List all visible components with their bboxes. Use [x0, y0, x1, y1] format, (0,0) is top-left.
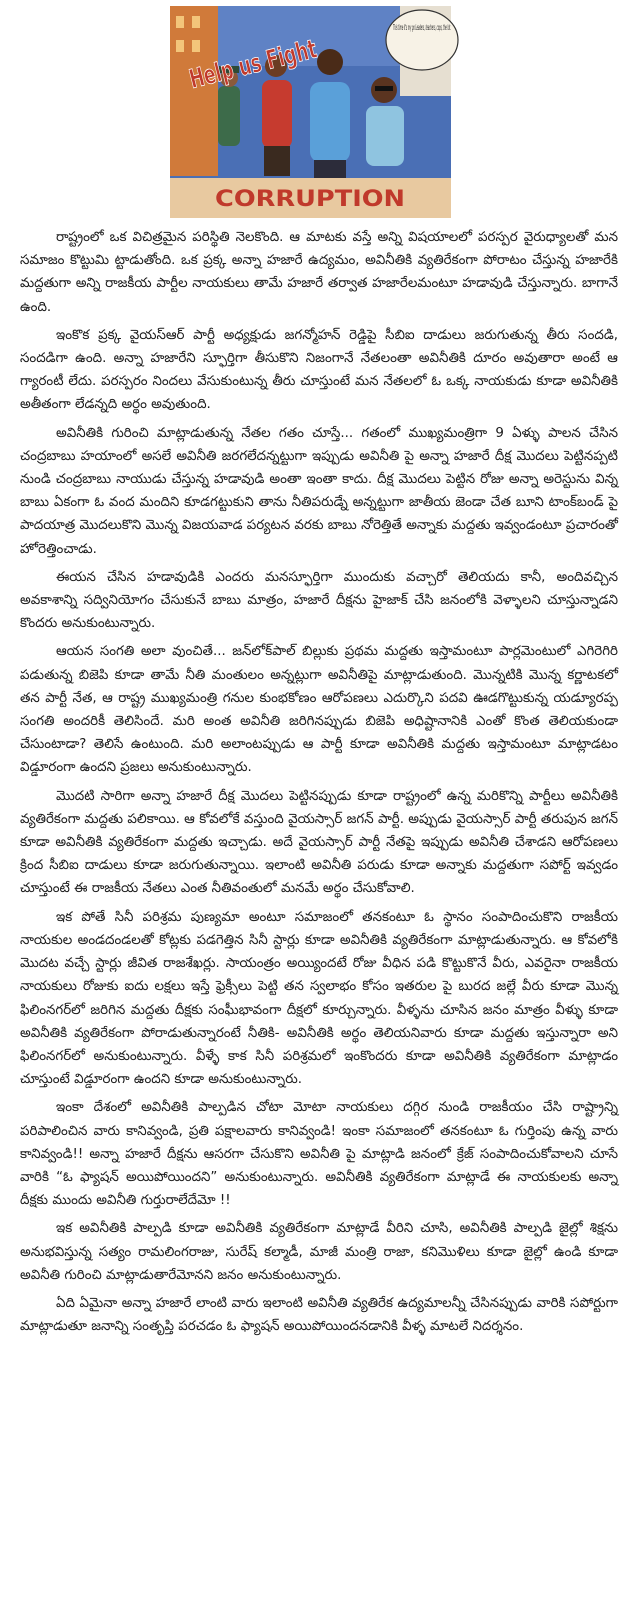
poster-headline-bottom: CORRUPTION: [215, 187, 405, 212]
article-paragraph: రాష్ట్రంలో ఒక విచిత్రమైన పరిస్థితి నెలకొంది. ఆ మాటకు వస్తే అన్ని విషయాలలో పరస్పర వైరుధ్యాలతో మన సమాజం కొట్టుమి ట్టాడుతోంది. ఒక ప్రక్క అన్నా హజారే ఉద్యమం, అవినీతికి వ్యతిరేకంగా పోరాటం చేస్తున్న హజారేకి మద్దతుగా అన్ని రాజకీయ పార్టీల నాయకులు తామే హజారే తర్వాత హజారేలమంటూ హడావుడి చేస్తున్నారు. బాగానే ఉంది.: [20, 230, 618, 315]
article-paragraph: అవినీతికి గురించి మాట్లాడుతున్న నేతల గతం చూస్తే... గతంలో ముఖ్యమంత్రిగా 9 ఏళ్ళు పాలన చేసిన చంద్రబాబు హయాంలో అసలే అవినీతి జరగలేదన్నట్టుగా ఇప్పుడు అవినీతి పై అన్నా హజారే దీక్ష మొదలు పెట్టినప్పటి నుండి చంద్రబాబు నాయుడు చేస్తున్న హడావుడి అంతా ఇంతా కాదు. దీక్ష మొదలు పెట్టిన రోజు అన్నా అరెస్టును విన్న బాబు ఏకంగా ఓ వంద మందిని కూడగట్టుకుని తాను నీతిపరుడ్నే అన్నట్టుగా జాతీయ జెండా చేత బూని టాంక్‌బండ్ పై పాదయాత్ర మొదలుకొని మొన్న విజయవాడ పర్యటన వరకు బాబు నోరెత్తితే అన్నాకు మద్దతు ఇవ్వండంటూ ప్రచారంతో హోరెత్తించాడు.: [20, 425, 618, 557]
figure-blue-shirt: [310, 82, 350, 162]
article-paragraph: ఇక పోతే సినీ పరిశ్రమ పుణ్యమా అంటూ సమాజంలో తనకంటూ ఓ స్థానం సంపాదించుకొని రాజకీయ నాయకుల అండదండలతో కోట్లకు పడగెత్తిన సినీ స్టార్లు కూడా అవినీతికి వ్యతిరేకంగా మాట్లాడుతున్నారు. ఆ కోవలోకి మొదట వచ్చే స్టార్లు జీవిత రాజశేఖర్లు. సాయంత్రం అయ్యిందటే రోజు వీధిన పడి కొట్టుకొనే వీరు, ఎవరైనా రాజకీయ నాయకులు రోజుకు ఐదు లక్షలు ఇస్తే ఫ్రెక్సీలు పెట్టి తన స్వలాభం కోసం ఇతరుల పై బురద జల్లే వీరు కూడా మొన్న ఫిలింనగర్‌లో జరిగిన మద్దతు దీక్షకు సంఘీభావంగా దీక్షలో కూర్చున్నారు. వీళ్ళను చూసిన జనం మాత్రం వీళ్ళు కూడా అవినీతికి వ్యతిరేకంగా పోరాడుతున్నారంటే నీతికి- అవినీతికి అర్థం తెలియనివారు కూడా మద్దతు ఇస్తున్నారా అని ఫిలింనగర్‌లో అనుకుంటున్నారు. వీళ్ళే కాక సినీ పరిశ్రమలో ఇంకొందరు కూడా అవినీతికి వ్యతిరేకంగా మాట్లాడం చూస్తుంటే విడ్డూరంగా ఉందని కూడా అనుకుంటున్నారు.: [20, 909, 618, 1088]
article-paragraph: ఏది ఏమైనా అన్నా హజారే లాంటి వారు ఇలాంటి అవినీతి వ్యతిరేక ఉద్యమాలన్నీ చేసినప్పుడు వారికి సపోర్టుగా మాట్లాడుతూ జనాన్ని సంతృప్తి పరచడం ఓ ఫ్యాషన్ అయిపోయిందనడానికి వీళ్ళ మాటలే నిదర్శనం.: [20, 1295, 618, 1335]
article-paragraph: ఇంకా దేశంలో అవినీతికి పాల్పడిన చోటా మోటా నాయకులు దగ్గిర నుండి రాజకీయం చేసి రాష్ట్రాన్ని పరిపాలించిన వారు కానివ్వండి, ప్రతి పక్షాలవారు కానివ్వండి! ఇంకా సమాజంలో తనకంటూ ఓ గుర్తింపు ఉన్న వారు కానివ్వండి!! అన్నా హజారే దీక్షను ఆసరగా చేసుకొని అవినీతి పై మాట్లాడి జనంలో క్రేజ్ సంపాదించుకోవాలని చూసే వారికి “ఓ ఫ్యాషన్ అయిపోయిందని” అనుకుంటున్నారు. అవినీతికి వ్యతిరేకంగా మాట్లాడే ఈ నాయకులకు అన్నా దీక్షకు ముందు అవినీతి గుర్తురాలేదేమో !!: [20, 1100, 618, 1209]
article-paragraph: ఇక అవినీతికి పాల్పడి కూడా అవినీతికి వ్యతిరేకంగా మాట్లాడే వీరిని చూసి, అవినీతికి పాల్పడి జైల్లో శిక్షను అనుభవిస్తున్న సత్యం రామలింగరాజు, సురేష్ కల్మాడీ, మాజీ మంత్రి రాజా, కనిమొళిలు కూడా జైల్లో ఉండి కూడా అవినీతి గురించి మాట్లాడుతారేమోనని జనం అనుకుంటున్నారు.: [20, 1221, 618, 1283]
corruption-poster-image: [170, 6, 451, 218]
article-paragraph: ఈయన చేసిన హడావుడికి ఎందరు మనస్ఫూర్తిగా ముందుకు వచ్చారో తెలియదు కానీ, అందివచ్చిన అవకాశాన్ని సద్వినియోగం చేసుకునే బాబు మాత్రం, హజారే దీక్షను హైజాక్ చేసి జనంలోకి వెళ్ళాలని చూస్తున్నాడని కొందరు అనుకుంటున్నారు.: [20, 569, 618, 632]
figure-red-shirt: [262, 80, 292, 148]
article-paragraph: ఆయన సంగతి అలా వుంచితే... జన్‌లోక్‌పాల్ బిల్లుకు ప్రథమ మద్దతు ఇస్తామంటూ పార్లమెంటులో ఎగిరెగిరి పడుతున్న బిజెపి కూడా తామే నీతి మంతులం అన్నట్లుగా అవినీతిపై మాట్లాడుతుంది. మొన్నటికి మొన్న కర్ణాటకలో తన పార్టీ నేత, ఆ రాష్ట్ర ముఖ్యమంత్రి గనుల కుంభకోణం ఆరోపణలు ఎదుర్కొని పదవి ఊడగొట్టుకున్న యడ్యూరప్ప సంగతి అందరికీ తెలిసిందే. మరి అంత అవినీతి జరిగినప్పుడు బిజెపి అధిష్టానానికి ఎంతో కొంత తెలియకుండా చేసుంటాడా? తెలిసే ఉంటుంది. మరి అలాంటప్పుడు ఆ పార్టీ కూడా అవినీతికి మద్దతు ఇస్తామంటూ మాట్లాడటం విడ్డూరంగా ఉందని ప్రజలు అనుకుంటున్నారు.: [20, 644, 618, 776]
poster-illustration: [170, 6, 451, 218]
speech-bubble-text: This time it's my go Leaders, teachers, cops, the lot.: [393, 23, 451, 32]
article-paragraph: మొదటి సారిగా అన్నా హజారే దీక్ష మొదలు పెట్టినప్పుడు కూడా రాష్ట్రంలో ఉన్న మరికొన్ని పార్టీలు అవినీతికి వ్యతిరేకంగా మద్దతు పలికాయి. ఆ కోవలోకే వస్తుంది వైయస్సార్ జగన్ పార్టీ. అప్పుడు వైయస్సార్ పార్టీ తరుపున జగన్ కూడా అవినీతికి వ్యతిరేకంగా మద్దతు ఇచ్చాడు. అదే వైయస్సార్ పార్టీ నేతపై ఇప్పుడు అవినీతి చేశాడని ఆరోపణలు క్రింద సీబిఐ దాడులు కూడా జరుగుతున్నాయి. ఇలాంటి అవినీతి పరుడు కూడా అన్నాకు మద్దతుగా సపోర్ట్ ఇవ్వడం చూస్తుంటే ఈ రాజకీయ నేతలు ఎంత నీతివంతులో మనమే అర్థం చేసుకోవాలి.: [20, 788, 618, 897]
poster-headline-top: Help us Fight: [186, 18, 384, 96]
article-paragraph: ఇంకొక ప్రక్క వైయస్ఆర్ పార్టీ అధ్యక్షుడు జగన్మోహన్ రెడ్డిపై సీబిఐ దాడులు జరుగుతున్న తీరు సందడి, సందడిగా ఉంది. అన్నా హజారేని స్ఫూర్తిగా తీసుకొని నిజంగానే నేతలంతా అవినీతికి దూరం అవుతారా అంటే ఆ గ్యారంటీ లేదు. పరస్పరం నిందలు వేసుకుంటున్న తీరు చూస్తుంటే మన నేతలలో ఓ ఒక్క నాయకుడు కూడా అవినీతికి అతీతంగా లేడన్నది అర్థం అవుతుంది.: [20, 327, 618, 413]
speech-bubble: [386, 10, 458, 70]
article-body: [20, 226, 618, 1343]
